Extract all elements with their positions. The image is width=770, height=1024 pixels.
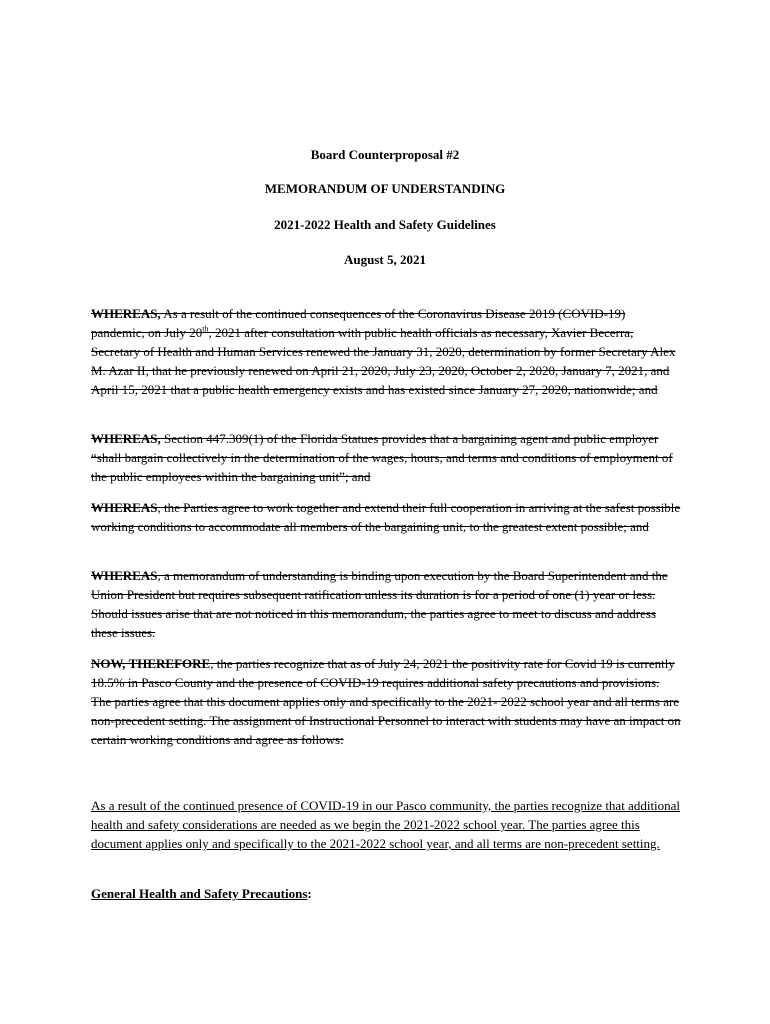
guidelines-title: 2021-2022 Health and Safety Guidelines: [274, 217, 496, 232]
whereas-text-3: , the Parties agree to work together and extend their full cooperation in arriving at the safest possible working conditions to accommodate all members of the bargaining unit, to the greatest extent possible; and: [91, 500, 681, 534]
ordinal-superscript: th: [202, 324, 209, 334]
whereas-text-1b: , 2021 after consultation with public health officials as necessary, Xavier Becerra, Secretary of Health and Human Services renewed the January 31, 2020, determination by former Secretary Alex M. Azar II, that he previously renewed on April 21, 2020, July 23, 2020, October 2, 2020, January 7, 2021, and April 15, 2021 that a public health emergency exists and has existed since January 27, 2020, nationwide; and: [91, 325, 676, 397]
therefore-paragraph: [91, 654, 681, 749]
counterproposal-title: Board Counterproposal #2: [310, 147, 460, 162]
whereas-lead-4: WHEREAS: [91, 568, 158, 583]
whereas-text-1a: As a result of the continued consequences of the Coronavirus Disease 2019 (COVID-19) pandemic, on July 20: [91, 306, 626, 340]
whereas-lead-2: WHEREAS,: [91, 431, 161, 446]
therefore-text: , the parties recognize that as of July 24, 2021 the positivity rate for Covid 19 is currently 18.5% in Pasco County and the presence of COVID-19 requires additional safety precautions and provisions. The parties agree that this document applies only and specifically to the 2021- 2022 school year and all terms are non-precedent setting. The assignment of Instructional Personnel to interact with students may have an impact on certain working conditions and agree as follows:: [91, 656, 681, 747]
document-date: August 5, 2021: [344, 252, 426, 267]
section-heading-title: General Health and Safety Precautions: [91, 886, 308, 901]
whereas-lead-1: WHEREAS,: [91, 306, 161, 321]
whereas-paragraph-3: [91, 498, 681, 536]
memorandum-title: MEMORANDUM OF UNDERSTANDING: [264, 181, 506, 196]
inserted-paragraph: As a result of the continued presence of COVID-19 in our Pasco community, the parties recognize that additional health and safety considerations are needed as we begin the 2021-2022 school year. The parties agree this document applies only and specifically to the 2021-2022 school year, and all terms are non-precedent setting.: [91, 798, 681, 851]
whereas-paragraph-2: [91, 429, 681, 486]
whereas-text-2: Section 447.309(1) of the Florida Statues provides that a bargaining agent and public employer “shall bargain collectively in the determination of the wages, hours, and terms and conditions of employment of the public employees within the bargaining unit”; and: [91, 431, 673, 484]
whereas-paragraph-1: [91, 304, 681, 399]
whereas-text-4: , a memorandum of understanding is binding upon execution by the Board Superintendent and the Union President but requires subsequent ratification unless its duration is for a period of one (1) year or less. Should issues arise that are not noticed in this memorandum, the parties agree to meet to discuss and address these issues.: [91, 568, 668, 640]
whereas-lead-3: WHEREAS: [91, 500, 158, 515]
section-heading-colon: :: [307, 886, 312, 901]
section-heading: [91, 886, 312, 902]
therefore-lead: NOW, THEREFORE: [91, 656, 211, 671]
whereas-paragraph-4: [91, 566, 681, 642]
